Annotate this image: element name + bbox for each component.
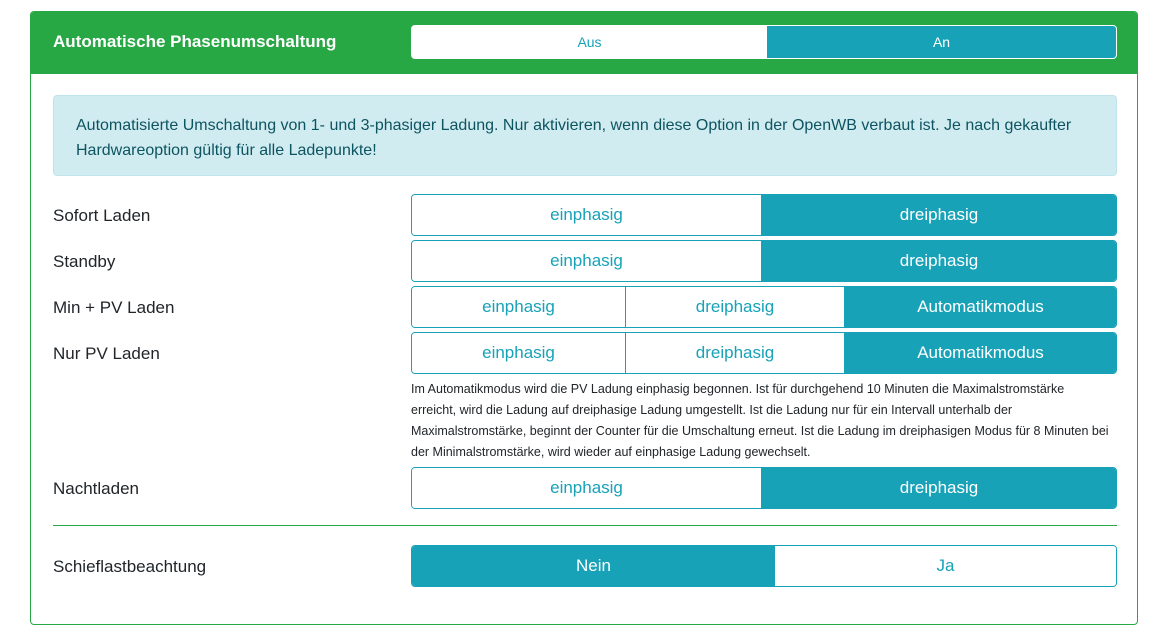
standby-dreiphasig-button[interactable]: dreiphasig [761,241,1116,281]
phase-switch-card [30,11,1138,625]
min-pv-dreiphasig-button[interactable]: dreiphasig [625,287,844,327]
row-label-min-pv-laden: Min + PV Laden [53,298,175,317]
card-header [31,12,1137,74]
nachtladen-dreiphasig-button[interactable]: dreiphasig [761,468,1116,508]
schieflast-ja-button[interactable]: Ja [775,546,1116,586]
sofort-laden-buttons [411,194,1117,236]
phase-switch-toggle [411,25,1117,59]
row-label-nur-pv-laden: Nur PV Laden [53,344,160,363]
row-label-sofort-laden: Sofort Laden [53,206,151,225]
nur-pv-automatikmodus-button[interactable]: Automatikmodus [844,333,1116,373]
nachtladen-buttons [411,467,1117,509]
min-pv-einphasig-button[interactable]: einphasig [412,287,625,327]
automatik-hint-text: Im Automatikmodus wird die PV Ladung einphasig begonnen. Ist für durchgehend 10 Minuten die Maximalstromstärke erreicht, wird die Ladung auf dreiphasige Ladung umgestellt. Ist die Ladung nur für ein Intervall unterhalb der Maximalstromstärke, beginnt der Counter für die Umschaltung erneut. Ist die Ladung im dreiphasigen Modus für 8 Minuten bei der Minimalstromstärke, wird wieder auf einphasige Ladung gewechselt. [411,382,1109,459]
sofort-laden-einphasig-button[interactable]: einphasig [412,195,761,235]
section-divider [53,525,1117,526]
standby-einphasig-button[interactable]: einphasig [412,241,761,281]
toggle-aus-button[interactable]: Aus [412,26,767,58]
schieflast-buttons [411,545,1117,587]
standby-buttons [411,240,1117,282]
min-pv-automatikmodus-button[interactable]: Automatikmodus [844,287,1116,327]
toggle-an-button[interactable]: An [767,26,1116,58]
row-label-standby: Standby [53,252,116,271]
nur-pv-dreiphasig-button[interactable]: dreiphasig [625,333,844,373]
min-pv-laden-buttons [411,286,1117,328]
nur-pv-einphasig-button[interactable]: einphasig [412,333,625,373]
schieflast-nein-button[interactable]: Nein [412,546,775,586]
info-alert: Automatisierte Umschaltung von 1- und 3-phasiger Ladung. Nur aktivieren, wenn diese Option in der OpenWB verbaut ist. Je nach gekaufter Hardwareoption gültig für alle Ladepunkte! [53,95,1117,176]
row-label-nachtladen: Nachtladen [53,479,140,498]
card-title: Automatische Phasenumschaltung [53,32,337,51]
sofort-laden-dreiphasig-button[interactable]: dreiphasig [761,195,1116,235]
row-label-schieflastbeachtung: Schieflastbeachtung [53,557,207,576]
nur-pv-laden-buttons [411,332,1117,374]
nachtladen-einphasig-button[interactable]: einphasig [412,468,761,508]
